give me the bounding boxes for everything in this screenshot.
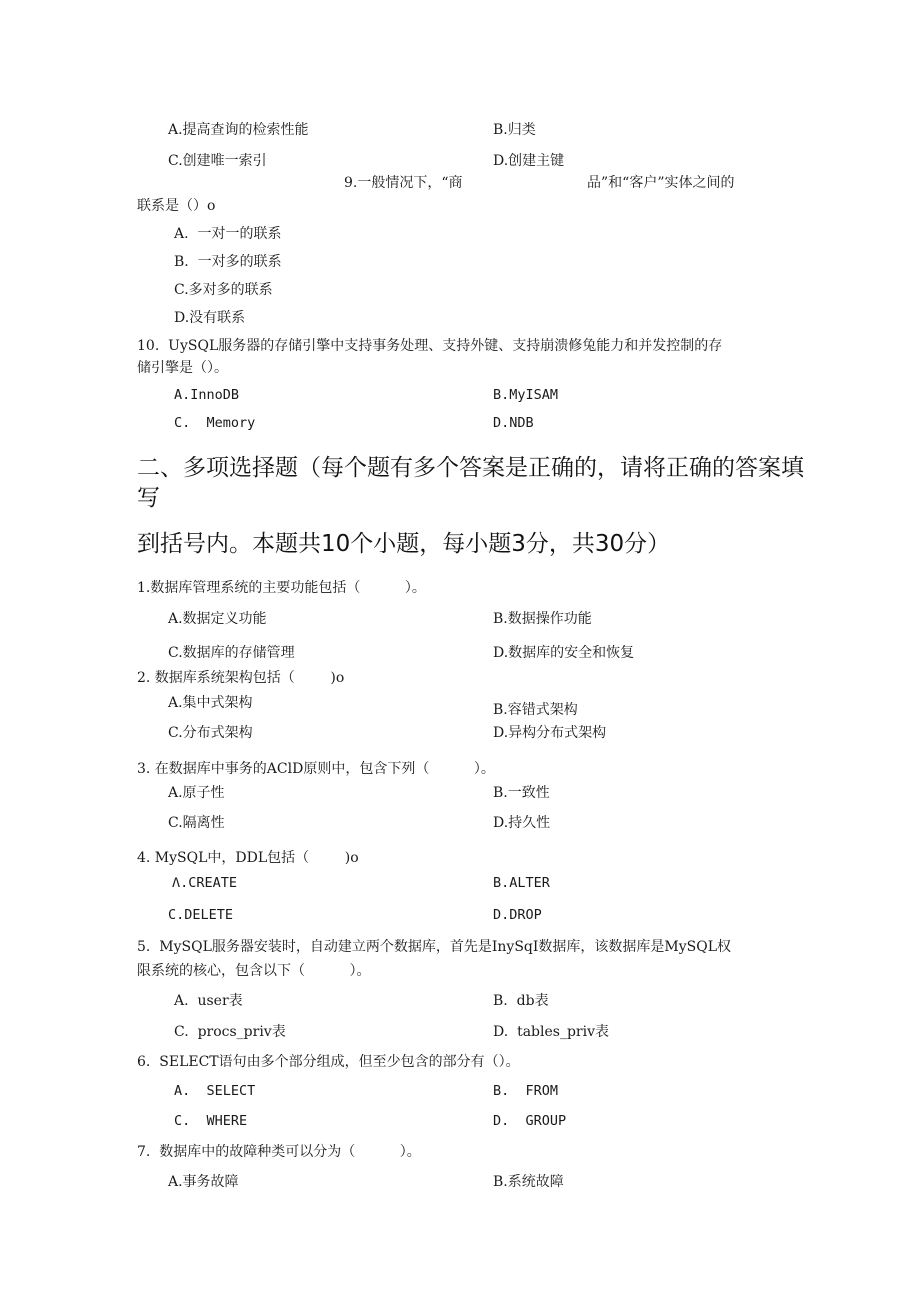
mq3-stem: 3. 在数据库中事务的AClD原则中，包含下列（ ）。 [137,761,495,777]
q9-stem-part1: 9.一般情况下，“商 [344,175,463,191]
q8-option-c: C.创建唯一索引 [168,153,267,169]
q10-option-c: C. Memory [174,415,256,431]
mq4-option-c: C.DELETE [168,907,234,923]
q10-option-a: A.InnoDB [174,387,240,403]
mq6-option-c: C. WHERE [174,1113,248,1129]
mq1-option-d: D.数据库的安全和恢复 [493,645,635,661]
mq2-stem: 2. 数据库系统架构包括（ )o [137,670,345,686]
mq1-option-a: A.数据定义功能 [168,611,267,627]
section2-heading-line1: 二、多项选择题（每个题有多个答案是正确的，请将正确的答案填 [137,455,804,481]
q10-option-d: D.NDB [493,415,534,431]
mq6-option-a: A. SELECT [174,1083,256,1099]
mq2-option-d: D.异构分布式架构 [493,725,607,741]
mq7-option-b: B.系统故障 [493,1174,564,1190]
q9-option-a: A. 一对一的联系 [174,226,282,242]
mq1-option-c: C.数据库的存储管理 [168,645,295,661]
q10-stem-line1: 10. UySQL服务器的存储引擎中支持事务处理、支持外键、支持崩溃修兔能力和并发控制的存 [137,338,723,354]
q10-stem-line2: 储引擎是（）。 [137,360,228,376]
mq6-option-d: D. GROUP [493,1113,567,1129]
q9-stem-part2: 品”和“客户”实体之间的 [587,175,735,191]
mq5-stem-line2: 限系统的核心，包含以下（ ）。 [137,963,371,979]
mq2-option-b: B.容错式架构 [493,702,578,718]
mq3-option-c: C.隔离性 [168,815,225,831]
q8-option-b: B.归类 [493,122,536,138]
mq5-stem-line1: 5. MySQL服务器安装时，自动建立两个数据库，首先是InySqI数据库，该数据库是MySQL权 [137,939,732,955]
mq3-option-d: D.持久性 [493,815,551,831]
mq4-stem: 4. MySQL中，DDL包括（ )o [137,850,359,866]
mq3-option-b: B.一致性 [493,785,550,801]
mq5-option-d: D. tables_priv表 [493,1024,609,1040]
mq1-stem: 1.数据库管理系统的主要功能包括（ ）。 [137,580,426,596]
mq5-option-a: A. user表 [174,993,243,1009]
q9-option-d: D.没有联系 [174,310,246,326]
q10-option-b: B.MyISAM [493,387,559,403]
mq7-stem: 7. 数据库中的故障种类可以分为（ ）。 [137,1144,421,1160]
mq4-option-a: Λ.CREATE [172,875,238,891]
section2-heading-line2: 写 [137,485,160,511]
mq4-option-d: D.DROP [493,907,542,923]
mq7-option-a: A.事务故障 [168,1174,239,1190]
q8-option-a: A.提高查询的检索性能 [168,122,309,138]
mq5-option-b: B. db表 [493,993,549,1009]
q9-option-b: B. 一对多的联系 [174,254,282,270]
mq4-option-b: B.ALTER [493,875,550,891]
mq1-option-b: B.数据操作功能 [493,611,592,627]
mq6-stem: 6. SELECT语句由多个部分组成，但至少包含的部分有（）。 [137,1054,520,1070]
mq5-option-c: C. procs_priv表 [174,1024,286,1040]
mq2-option-a: A.集中式架构 [168,695,253,711]
q9-option-c: C.多对多的联系 [174,282,273,298]
mq6-option-b: B. FROM [493,1083,559,1099]
mq2-option-c: C.分布式架构 [168,725,253,741]
q8-option-d: D.创建主键 [493,153,565,169]
q9-stem-line2: 联系是（）o [137,198,216,214]
section2-heading-line3: 到括号内。本题共10个小题，每小题3分，共30分） [137,531,671,557]
mq3-option-a: A.原子性 [168,785,225,801]
